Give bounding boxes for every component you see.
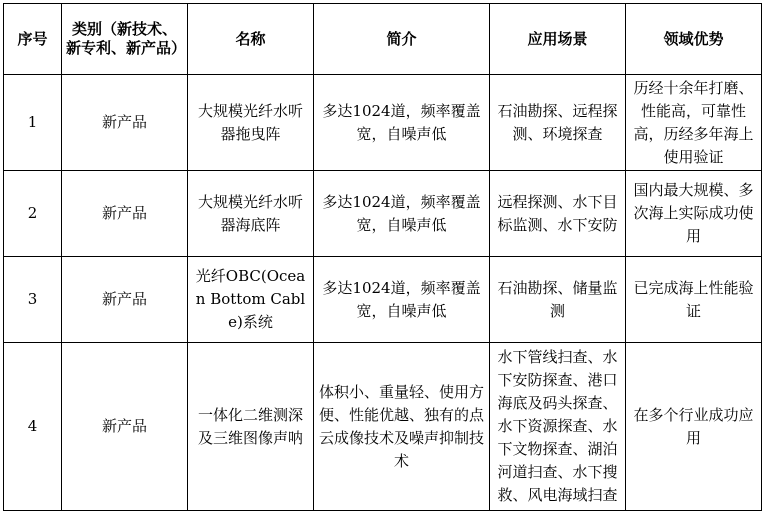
cell-seq: 4: [4, 343, 62, 511]
cell-name: 大规模光纤水听器海底阵: [188, 171, 314, 257]
cell-intro: 多达1024道，频率覆盖宽，自噪声低: [314, 257, 490, 343]
table-row: [4, 75, 762, 171]
cell-category: 新产品: [62, 171, 188, 257]
cell-application: 水下管线扫查、水下安防探查、港口海底及码头探查、水下资源探查、水下文物探查、湖泊河道扫查、水下搜救、风电海域扫查: [490, 343, 626, 511]
cell-application: 远程探测、水下目标监测、水下安防: [490, 171, 626, 257]
cell-advantage: 在多个行业成功应用: [626, 343, 762, 511]
table-row: [4, 257, 762, 343]
table-row: [4, 343, 762, 511]
header-name: 名称: [188, 4, 314, 75]
cell-advantage: 历经十余年打磨、性能高，可靠性高，历经多年海上使用验证: [626, 75, 762, 171]
cell-intro: 多达1024道，频率覆盖宽，自噪声低: [314, 171, 490, 257]
cell-name: 一体化二维测深及三维图像声呐: [188, 343, 314, 511]
cell-category: 新产品: [62, 257, 188, 343]
cell-seq: 2: [4, 171, 62, 257]
cell-seq: 3: [4, 257, 62, 343]
cell-application: 石油勘探、远程探测、环境探查: [490, 75, 626, 171]
cell-seq: 1: [4, 75, 62, 171]
cell-name: 大规模光纤水听器拖曳阵: [188, 75, 314, 171]
header-advantage: 领域优势: [626, 4, 762, 75]
cell-category: 新产品: [62, 75, 188, 171]
header-application: 应用场景: [490, 4, 626, 75]
cell-advantage: 国内最大规模、多次海上实际成功使用: [626, 171, 762, 257]
header-row: [4, 4, 762, 75]
table-row: [4, 171, 762, 257]
cell-intro: 多达1024道，频率覆盖宽，自噪声低: [314, 75, 490, 171]
cell-application: 石油勘探、储量监测: [490, 257, 626, 343]
header-category: 类别（新技术、新专利、新产品）: [62, 4, 188, 75]
header-seq: 序号: [4, 4, 62, 75]
cell-intro: 体积小、重量轻、使用方便、性能优越、独有的点云成像技术及噪声抑制技术: [314, 343, 490, 511]
product-table: [3, 3, 762, 511]
cell-category: 新产品: [62, 343, 188, 511]
cell-name: 光纤OBC(Ocean Bottom Cable)系统: [188, 257, 314, 343]
cell-advantage: 已完成海上性能验证: [626, 257, 762, 343]
header-intro: 简介: [314, 4, 490, 75]
